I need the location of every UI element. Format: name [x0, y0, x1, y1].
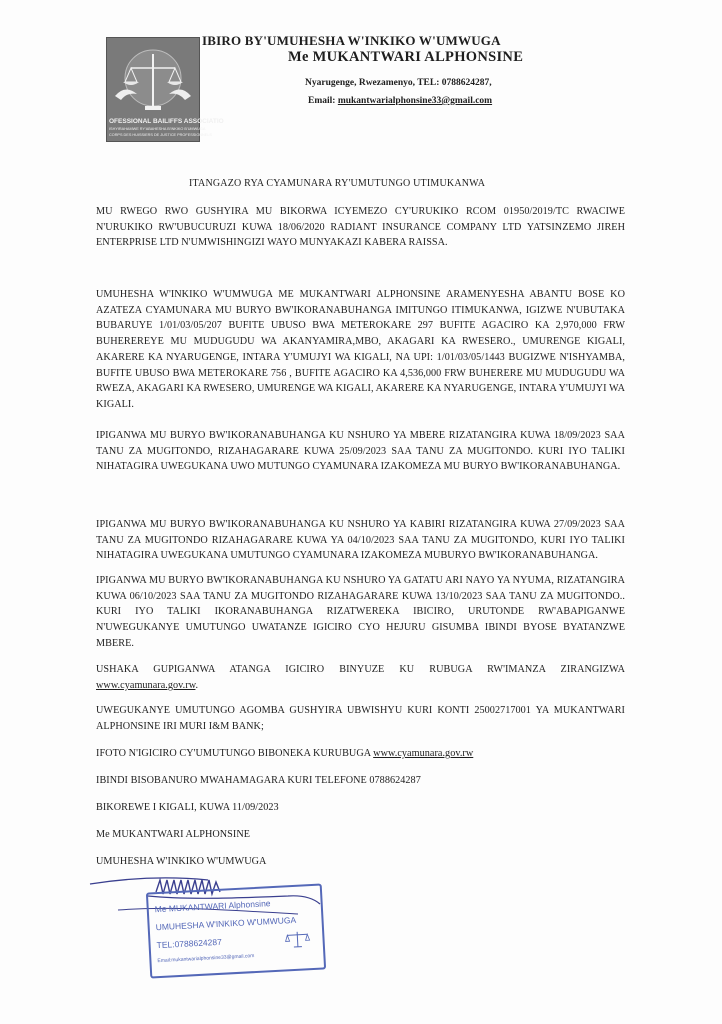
bidding-text: USHAKA GUPIGANWA ATANGA IGICIRO BINYUZE KU RUBUGA RW'IMANZA ZIRANGIZWA [96, 664, 625, 675]
notice-title: ITANGAZO RYA CYAMUNARA RY'UMUTUNGO UTIMUKANWA [189, 178, 486, 189]
paragraph-bidding-website [96, 662, 625, 693]
cyamunara-link[interactable]: www.cyamunara.gov.rw [96, 679, 196, 691]
paragraph-property-description: UMUHESHA W'INKIKO W'UMWUGA ME MUKANTWARI ALPHONSINE ARAMENYESHA ABANTU BOSE KO AZATEZA CYAMUNARA MU BURYO BW'IKORANABUHANGA IMITUNGO ITIMUKANWA, IGIZWE N'UBUTAKA BUBARUYE 1/01/03/05/207 BUFITE UBUSO BWA METEROKARE 297 BUFITE AGACIRO KA 2,970,000 FRW BUHEREREYE MU MUDUGUDU WA AKANYAMIRA,MBO, AKAGARI KA RWESERO., UMURENGE KIGALI, AKARERE KA NYARUGENGE, INTARA Y'UMUJYI WA KIGALI, NA UPI: 1/01/03/05/1443 BUGIZWE N'ISHYAMBA, BUFITE UBUSO BWA METEROKARE 756 , BUFITE AGACIRO KA 4,536,000 FRW BUHERERE MU MUDUGUDU WA RWEZA, AKAGARI KA RWESERO, UMURENGE WA KIGALI, AKARERE KA NYARUGENGE, INTARA Y'UMUJYI WA KIGALI. [96, 289, 625, 410]
official-stamp [146, 883, 326, 978]
bailiff-name: Me MUKANTWARI ALPHONSINE [288, 49, 524, 65]
bidding-text-end: . [195, 679, 199, 691]
photo-price-line [96, 748, 473, 759]
logo-subcaption-2: CORPS DES HUISSIERS DE JUSTICE PROFESSIONNELS [109, 133, 212, 137]
stamp-phone: TEL:0788624287 [156, 936, 223, 951]
date-place-line: BIKOREWE I KIGALI, KUWA 11/09/2023 [96, 802, 279, 813]
logo-subcaption: ISHYIRAHAMWE RY'ABAHESHA B'INKIKO B'UMWUGA [109, 127, 206, 131]
contact-line: IBINDI BISOBANURO MWAHAMAGARA KURI TELEFONE 0788624287 [96, 775, 421, 786]
paragraph-second-auction: IPIGANWA MU BURYO BW'IKORANABUHANGA KU NSHURO YA KABIRI RIZATANGIRA KUWA 27/09/2023 SAA TANU ZA MUGITONDO RIZAHAGARARE KUWA YA 04/10/2023 SAA TANU ZA MUGITONDO, KURI IYO TALIKI NIHATAGIRA UWEGUKANA UMUTUNGO CYAMUNARA IZAKOMEZA MUBURYO BW'IKORANABUHANGA. [96, 519, 625, 562]
address-line: Nyarugenge, Rwezamenyo, TEL: 0788624287, [305, 78, 492, 88]
paragraph-first-auction: IPIGANWA MU BURYO BW'IKORANABUHANGA KU NSHURO YA MBERE RIZATANGIRA KUWA 18/09/2023 SAA TANU ZA MUGITONDO, RIZAHAGARARE KUWA 25/09/2023 SAA TANU ZA MUGITONDO. KURI IYO TALIKI NIHATAGIRA UWEGUKANA UWO MUTUNGO CYAMUNARA IZAKOMEZA MU BURYO BW'IKORANABUHANGA. [96, 430, 625, 473]
email-line [308, 96, 492, 106]
photo-price-text: IFOTO N'IGICIRO CY'UMUTUNGO BIBONEKA KURUBUGA [96, 748, 374, 759]
office-heading: IBIRO BY'UMUHESHA W'INKIKO W'UMWUGA [202, 33, 501, 48]
paragraph-court-decision: MU RWEGO RWO GUSHYIRA MU BIKORWA ICYEMEZO CY'URUKIKO RCOM 01950/2019/TC RWACIWE N'URUKIKO RW'UBUCURUZI KUWA 18/06/2020 RADIANT INSURANCE COMPANY LTD YATSINZEMO JIREH ENTERPRISE LTD N'UMWISHINGIZI WAYO MUNYAKAZI KABERA RAISSA. [96, 206, 625, 249]
stamp-email: Email:mukantwarialphonsine33@gmail.com [157, 953, 255, 965]
association-logo [106, 37, 224, 142]
signatory-name: Me MUKANTWARI ALPHONSINE [96, 829, 251, 840]
cyamunara-link-2[interactable]: www.cyamunara.gov.rw [373, 748, 474, 759]
scales-of-justice-icon [284, 930, 311, 949]
paragraph-payment: UWEGUKANYE UMUTUNGO AGOMBA GUSHYIRA UBWISHYU KURI KONTI 25002717001 YA MUKANTWARI ALPHONSINE IRI MURI I&M BANK; [96, 705, 625, 732]
stamp-title: UMUHESHA W'INKIKO W'UMWUGA [155, 914, 297, 933]
email-link[interactable]: mukantwarialphonsine33@gmail.com [337, 96, 493, 106]
signatory-title: UMUHESHA W'INKIKO W'UMWUGA [96, 856, 267, 867]
stamp-name: Me MUKANTWARI Alphonsine [154, 898, 271, 915]
paragraph-third-auction: IPIGANWA MU BURYO BW'IKORANABUHANGA KU NSHURO YA GATATU ARI NAYO YA NYUMA, RIZATANGIRA KUWA 06/10/2023 SAA TANU ZA MUGITONDO RIZAHAGARARE KUWA 13/10/2023 SAA TANU ZA MUGITONDO.. KURI IYO TALIKI IKORANABUHANGA RIZATWEREKA IBICIRO, URUTONDE RW'ABAPIGANWE N'UWEGUKANYE UMUTUNGO UWATANZE IGICIRO CYO HEJURU GISUMBA IBINDI BYOSE BYATANZWE MBERE. [96, 575, 625, 649]
logo-caption: OFESSIONAL BAILIFFS ASSOCIATIO [109, 118, 224, 125]
email-label: Email: [308, 96, 338, 106]
